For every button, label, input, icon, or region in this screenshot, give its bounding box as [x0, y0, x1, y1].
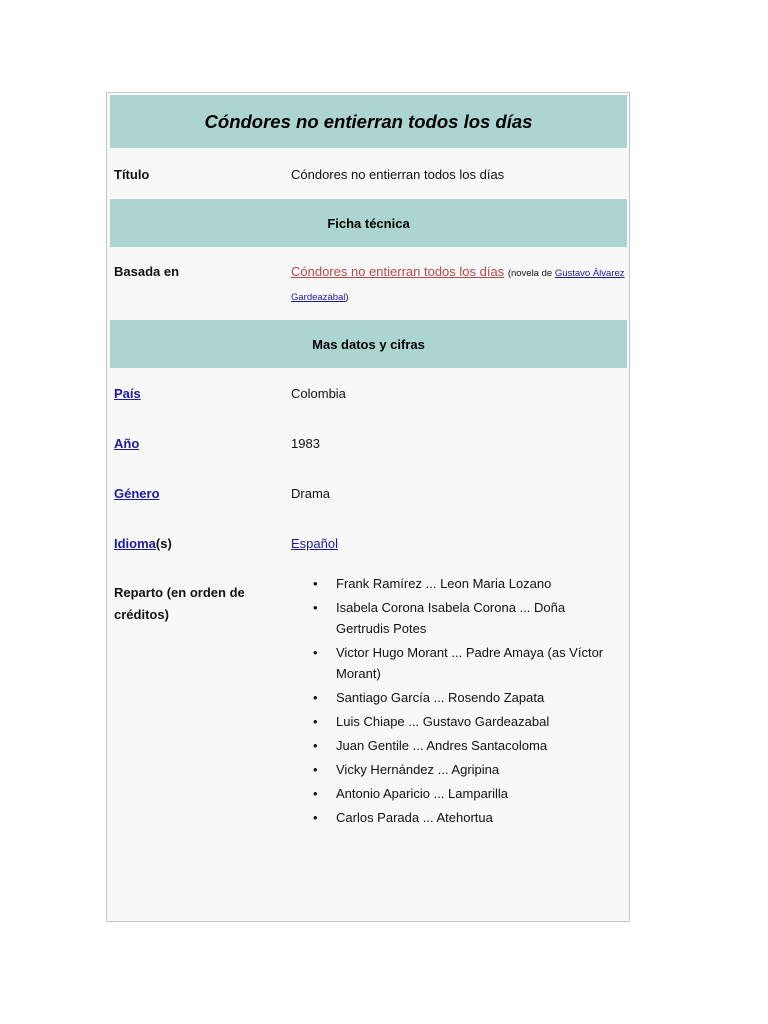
- basada-author-link[interactable]: Gustavo Álvarez Gardeazábal: [291, 268, 625, 303]
- cast-separator: ...: [451, 645, 463, 660]
- cast-role: Leon Maria Lozano: [440, 576, 552, 591]
- idioma-label-suffix: (s): [155, 536, 172, 551]
- cast-role: Atehortua: [436, 810, 493, 825]
- cast-list-item: [309, 783, 621, 804]
- pais-link[interactable]: País: [114, 386, 141, 401]
- cast-list-item: [309, 735, 621, 756]
- row-pais: [110, 380, 627, 416]
- basada-label: Basada en: [114, 264, 180, 279]
- cast-separator: ...: [422, 810, 434, 825]
- cast-role: Rosendo Zapata: [448, 690, 545, 705]
- pais-value: Colombia: [291, 386, 346, 401]
- cast-role: Andres Santacoloma: [426, 738, 548, 753]
- basada-value: [291, 261, 625, 309]
- cast-list-item: [309, 687, 621, 708]
- anio-value: 1983: [291, 436, 320, 451]
- cast-separator: ...: [425, 576, 437, 591]
- film-infobox: [106, 92, 630, 922]
- row-genero: [110, 480, 627, 516]
- genero-value: Drama: [291, 486, 331, 501]
- cast-role: Lamparilla: [448, 786, 509, 801]
- cast-actor: Santiago García: [336, 690, 430, 705]
- ficha-tecnica-header: Ficha técnica: [110, 199, 627, 247]
- cast-list-item: [309, 597, 621, 639]
- idioma-link[interactable]: Idioma: [114, 536, 156, 551]
- row-basada-en: [110, 258, 627, 308]
- genero-link[interactable]: Género: [114, 486, 160, 501]
- basada-note-prefix: (novela de: [507, 268, 555, 279]
- cast-actor: Luis Chiape: [336, 714, 405, 729]
- cast-role: Doña Gertrudis Potes: [336, 600, 566, 636]
- infobox-title: Cóndores no entierran todos los días: [110, 95, 627, 148]
- cast-list: [309, 573, 621, 831]
- cast-list-item: [309, 573, 621, 594]
- cast-role: Padre Amaya (as Víctor Morant): [336, 645, 604, 681]
- cast-separator: ...: [519, 600, 531, 615]
- cast-separator: ...: [433, 786, 445, 801]
- cast-role: Agripina: [451, 762, 500, 777]
- cast-separator: ...: [408, 714, 420, 729]
- basada-work-link[interactable]: Cóndores no entierran todos los días: [291, 264, 505, 279]
- cast-actor: Victor Hugo Morant: [336, 645, 448, 660]
- cast-actor: Vicky Hernández: [336, 762, 435, 777]
- row-titulo: [110, 161, 627, 197]
- row-idioma: [110, 530, 627, 566]
- cast-separator: ...: [437, 762, 449, 777]
- titulo-label: Título: [114, 167, 150, 182]
- cast-actor: Carlos Parada: [336, 810, 420, 825]
- cast-list-item: [309, 759, 621, 780]
- idioma-label: [114, 533, 172, 555]
- cast-separator: ...: [433, 690, 445, 705]
- reparto-label: Reparto (en orden de créditos): [114, 585, 245, 622]
- cast-list-item: [309, 642, 621, 684]
- cast-actor: Juan Gentile: [336, 738, 409, 753]
- anio-link[interactable]: Año: [114, 436, 140, 451]
- cast-actor: Antonio Aparicio: [336, 786, 430, 801]
- cast-list-item: [309, 807, 621, 828]
- idioma-value-link[interactable]: Español: [291, 536, 338, 551]
- cast-role: Gustavo Gardeazabal: [422, 714, 550, 729]
- cast-separator: ...: [412, 738, 424, 753]
- cast-actor: Frank Ramírez: [336, 576, 422, 591]
- mas-datos-header: Mas datos y cifras: [110, 320, 627, 368]
- cast-list-item: [309, 711, 621, 732]
- basada-note-suffix: ): [345, 292, 349, 303]
- cast-actor: Isabela Corona Isabela Corona: [336, 600, 516, 615]
- titulo-value: Cóndores no entierran todos los días: [291, 167, 505, 182]
- row-anio: [110, 430, 627, 466]
